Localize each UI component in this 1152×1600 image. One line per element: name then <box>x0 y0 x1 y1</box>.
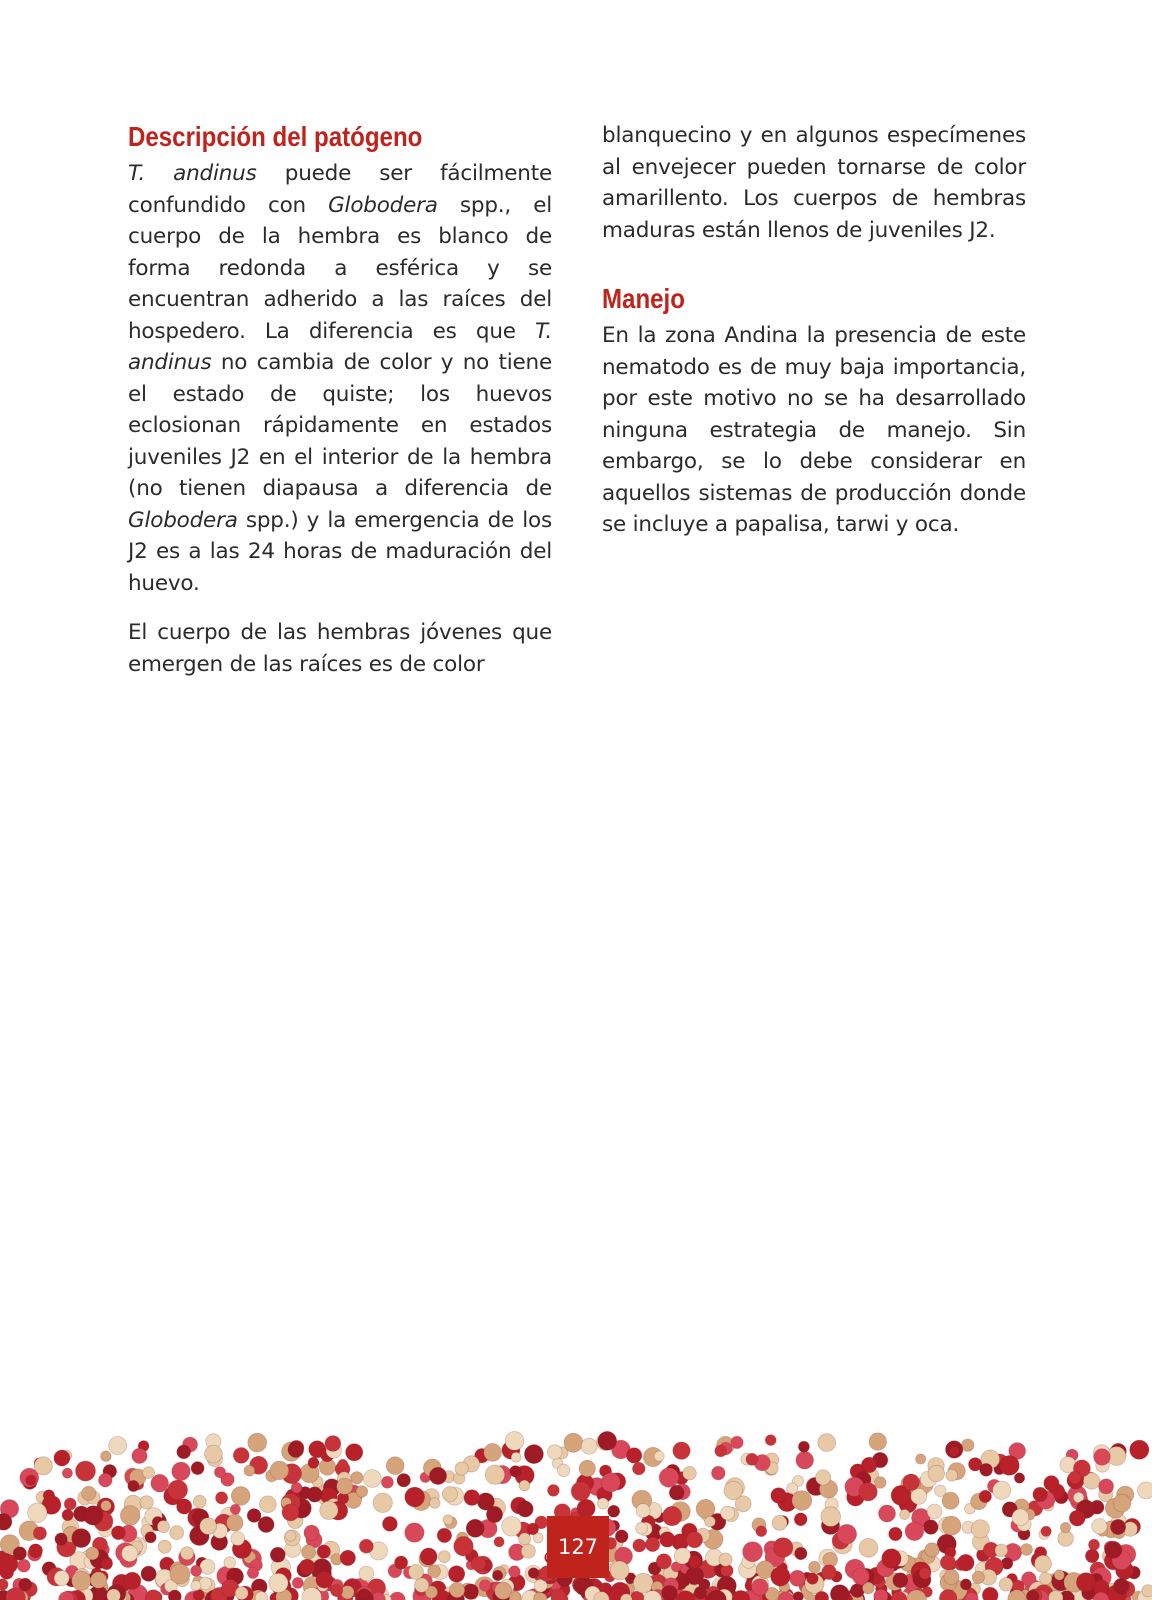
grain <box>683 1466 697 1480</box>
grain <box>307 1487 322 1502</box>
grain <box>409 1564 424 1579</box>
paragraph-cuerpo-hembras: El cuerpo de las hembras jóvenes que emergen de las raíces es de color <box>128 620 552 677</box>
grain <box>633 1573 653 1593</box>
grain <box>430 1498 441 1509</box>
grain <box>177 1499 192 1514</box>
grain <box>1041 1526 1051 1536</box>
grain <box>662 1506 681 1525</box>
grain <box>705 1516 716 1527</box>
grain <box>168 1480 188 1500</box>
grain <box>1026 1590 1039 1600</box>
grain <box>351 1472 363 1484</box>
grain <box>317 1545 330 1558</box>
grain <box>157 1521 169 1533</box>
grain <box>1111 1519 1126 1534</box>
grain <box>359 1539 373 1553</box>
grain <box>1035 1555 1052 1572</box>
grain <box>1069 1510 1085 1526</box>
grain <box>656 1554 671 1569</box>
grain <box>260 1496 277 1513</box>
grain <box>633 1462 646 1475</box>
grain <box>84 1506 103 1525</box>
grain <box>170 1564 190 1584</box>
grain <box>320 1501 338 1519</box>
grain <box>645 1537 659 1551</box>
grain <box>486 1506 502 1522</box>
grain <box>724 1481 742 1499</box>
grain <box>979 1490 991 1502</box>
grain <box>999 1578 1013 1592</box>
grain <box>818 1434 836 1452</box>
page-number-badge <box>547 1516 609 1578</box>
grain <box>302 1545 316 1559</box>
grain <box>610 1561 629 1580</box>
grain <box>995 1544 1008 1557</box>
grain <box>1105 1541 1122 1558</box>
grain <box>405 1523 424 1542</box>
grain <box>233 1448 249 1464</box>
grain <box>771 1488 787 1504</box>
grain <box>527 1523 539 1535</box>
grain <box>214 1467 225 1478</box>
grain <box>258 1517 274 1533</box>
grain <box>719 1553 732 1566</box>
grain <box>1094 1449 1111 1466</box>
grain <box>519 1533 531 1545</box>
grain <box>861 1457 877 1473</box>
grain <box>124 1572 141 1589</box>
grain <box>381 1476 393 1488</box>
grain <box>363 1470 381 1488</box>
grain <box>191 1462 204 1475</box>
grain <box>660 1532 675 1547</box>
grain <box>874 1589 888 1600</box>
grain <box>686 1532 702 1548</box>
grain <box>448 1566 464 1582</box>
grain <box>325 1436 341 1452</box>
grain <box>247 1567 258 1578</box>
grain <box>429 1467 446 1484</box>
grain <box>395 1556 408 1569</box>
grain <box>821 1507 841 1527</box>
grain <box>715 1445 727 1457</box>
grain <box>200 1559 215 1574</box>
grain <box>205 1445 223 1463</box>
grain <box>1113 1494 1131 1512</box>
grain <box>946 1469 958 1481</box>
grain <box>140 1496 153 1509</box>
grain <box>420 1548 437 1565</box>
grain <box>479 1580 491 1592</box>
grain <box>960 1579 971 1590</box>
grain <box>172 1462 190 1480</box>
grain <box>510 1466 521 1477</box>
text-run: spp.) y la emergencia de los J2 es a las 24 horas de maduración del huevo. <box>128 507 552 596</box>
grain <box>1014 1473 1024 1483</box>
grain <box>524 1445 543 1464</box>
grain <box>285 1530 296 1541</box>
grain <box>822 1565 837 1580</box>
grain <box>128 1480 139 1491</box>
grain <box>231 1532 245 1546</box>
italic-term: T. andinus <box>128 318 552 375</box>
grain <box>145 1532 156 1543</box>
grain <box>72 1529 91 1548</box>
grain <box>158 1540 171 1553</box>
grain <box>216 1492 228 1504</box>
grain <box>893 1573 908 1588</box>
grain <box>928 1465 944 1481</box>
grain <box>830 1585 849 1600</box>
grain <box>925 1543 939 1557</box>
grain <box>101 1558 112 1569</box>
grain <box>1130 1440 1149 1459</box>
grain <box>673 1442 690 1459</box>
grain <box>466 1519 484 1537</box>
grain <box>636 1522 648 1534</box>
grain <box>980 1463 993 1476</box>
grain <box>916 1454 926 1464</box>
grain <box>1076 1573 1095 1592</box>
grain <box>72 1571 91 1590</box>
grain <box>993 1481 1011 1499</box>
right-column <box>602 120 1026 559</box>
grain <box>1142 1585 1152 1597</box>
grain <box>55 1533 67 1545</box>
grain <box>879 1505 896 1522</box>
grain <box>288 1442 304 1458</box>
grain <box>971 1520 989 1538</box>
grain <box>949 1447 959 1457</box>
grain <box>191 1565 202 1576</box>
grain <box>547 1445 562 1460</box>
grain <box>101 1451 112 1462</box>
grain <box>1033 1487 1047 1501</box>
grain <box>386 1457 404 1475</box>
grain <box>809 1561 821 1573</box>
page-number: 127 <box>557 1535 599 1559</box>
grain <box>200 1518 217 1535</box>
grain <box>517 1501 533 1517</box>
grain <box>356 1486 368 1498</box>
grain <box>485 1465 504 1484</box>
grain <box>689 1556 702 1569</box>
grain <box>231 1487 250 1506</box>
grain <box>54 1450 70 1466</box>
grain <box>548 1485 560 1497</box>
grain <box>571 1482 590 1501</box>
grain <box>1044 1476 1059 1491</box>
grain <box>859 1538 878 1557</box>
grain <box>494 1537 504 1547</box>
grain <box>373 1493 392 1512</box>
grain <box>662 1585 678 1600</box>
grain <box>170 1526 184 1540</box>
grain <box>903 1474 920 1491</box>
grain <box>358 1589 369 1600</box>
grain <box>796 1451 814 1469</box>
grain <box>601 1473 620 1492</box>
paragraph-continuation: blanquecino y en algunos especímenes al envejecer pueden tornarse de color amarillento. Los cuerpos de hembras maduras están llenos de juveniles J2. <box>602 123 1026 243</box>
text-run: no cambia de color y no tiene el estado de quiste; los huevos eclosionan rápidamente en estados juveniles J2 en el interior de la hembra (no tienen diapausa a diferencia de <box>128 350 552 501</box>
grain <box>743 1542 763 1562</box>
grain <box>752 1579 769 1596</box>
grain <box>942 1516 961 1535</box>
grain <box>659 1468 679 1488</box>
grain <box>564 1433 583 1452</box>
grain <box>793 1592 803 1600</box>
grain <box>230 1504 240 1514</box>
grain <box>794 1513 807 1526</box>
grain <box>924 1520 939 1535</box>
grain <box>340 1550 355 1565</box>
grain <box>958 1554 975 1571</box>
grain <box>383 1517 398 1532</box>
grain <box>1012 1509 1029 1526</box>
text-run: spp., el cuerpo de la hembra es blanco de forma redonda a esférica y se encuentran adherido a las raíces del hospedero. La diferencia es que <box>128 192 552 344</box>
grain <box>438 1551 450 1563</box>
grain <box>359 1566 374 1581</box>
grain <box>244 1465 255 1476</box>
grain <box>443 1515 453 1525</box>
grain <box>62 1468 72 1478</box>
grain <box>33 1527 46 1540</box>
grain <box>346 1444 363 1461</box>
text-run: puede ser fácilmente confundido con <box>128 161 552 218</box>
grain <box>869 1433 886 1450</box>
grain <box>850 1584 864 1598</box>
grain <box>919 1568 931 1580</box>
grain <box>26 1475 36 1485</box>
grain <box>712 1466 726 1480</box>
grain <box>224 1557 236 1569</box>
grain <box>112 1526 126 1540</box>
grain <box>54 1571 69 1586</box>
grain <box>837 1524 857 1544</box>
grain <box>615 1530 628 1543</box>
grain <box>397 1474 410 1487</box>
grain <box>746 1453 758 1465</box>
italic-term: Globodera <box>128 507 238 533</box>
grain <box>1092 1519 1107 1534</box>
grain <box>816 1470 831 1485</box>
grain <box>756 1526 767 1537</box>
grain <box>151 1474 169 1492</box>
grain <box>28 1503 47 1522</box>
grain <box>122 1545 138 1561</box>
grain <box>455 1462 468 1475</box>
grain <box>492 1570 502 1580</box>
grain <box>0 1579 8 1590</box>
grain <box>787 1483 798 1494</box>
grain <box>579 1460 595 1476</box>
grain <box>227 1515 244 1532</box>
grain <box>889 1527 902 1540</box>
grain <box>338 1459 348 1469</box>
grain <box>1039 1572 1051 1584</box>
grain <box>316 1571 333 1588</box>
grain <box>132 1448 147 1463</box>
grain <box>454 1536 474 1556</box>
grain <box>269 1573 288 1592</box>
grain <box>962 1439 974 1451</box>
italic-term: T. andinus <box>128 161 257 186</box>
grain <box>437 1528 451 1542</box>
grain <box>101 1500 112 1511</box>
grain <box>442 1487 457 1502</box>
grain <box>859 1483 877 1501</box>
grain <box>64 1498 76 1510</box>
grain <box>773 1538 793 1558</box>
grain <box>177 1445 191 1459</box>
grain <box>120 1506 140 1526</box>
grain <box>521 1544 535 1558</box>
grain <box>900 1509 910 1519</box>
grain <box>790 1570 806 1586</box>
grain <box>62 1509 73 1520</box>
grain <box>90 1572 106 1588</box>
grain <box>1085 1549 1099 1563</box>
grain <box>669 1485 684 1500</box>
grain <box>721 1506 735 1520</box>
grain <box>551 1589 565 1600</box>
grain <box>282 1504 299 1521</box>
grain <box>807 1573 818 1584</box>
grain <box>654 1451 664 1461</box>
grain <box>299 1559 315 1575</box>
grain <box>1021 1544 1033 1556</box>
grain <box>882 1549 901 1568</box>
grain <box>337 1478 353 1494</box>
grain <box>270 1461 289 1480</box>
grain <box>193 1590 204 1600</box>
grain <box>982 1587 998 1600</box>
grain <box>519 1480 530 1491</box>
grain <box>29 1544 43 1558</box>
grain <box>107 1589 121 1600</box>
grain <box>772 1515 787 1530</box>
grain <box>608 1505 620 1517</box>
grain <box>598 1498 609 1509</box>
grain <box>509 1592 520 1600</box>
grain <box>911 1488 927 1504</box>
grain <box>292 1577 303 1588</box>
grain <box>1060 1522 1070 1532</box>
grain <box>795 1547 807 1559</box>
left-column <box>128 120 552 698</box>
grain <box>765 1435 776 1446</box>
grain <box>76 1461 96 1481</box>
section-heading-descripcion: Descripción del patógeno <box>128 121 423 152</box>
grain <box>414 1578 428 1592</box>
grain <box>168 1590 181 1600</box>
grain <box>731 1436 743 1448</box>
grain <box>34 1457 52 1475</box>
grain <box>558 1464 570 1476</box>
grain <box>972 1571 984 1583</box>
grain <box>940 1555 955 1570</box>
grain <box>464 1490 480 1506</box>
grain <box>1089 1539 1100 1550</box>
grain <box>905 1522 924 1541</box>
grain <box>505 1432 524 1451</box>
grain <box>99 1473 113 1487</box>
grain <box>626 1448 641 1463</box>
grain <box>405 1487 425 1507</box>
grain <box>248 1433 267 1452</box>
section-heading-manejo: Manejo <box>602 283 685 314</box>
grain <box>270 1547 285 1562</box>
grain <box>143 1467 155 1479</box>
grain <box>1054 1570 1064 1580</box>
grain <box>109 1437 127 1455</box>
grain <box>235 1587 248 1600</box>
italic-term: Globodera <box>328 192 438 218</box>
paragraph-manejo: En la zona Andina la presencia de este nematodo es de muy baja importancia, por este motivo no se ha desarrollado ninguna estrategia de manejo. Sin embargo, se lo debe considerar en aquellos sistemas de producción donde se incluye a papalisa, tarwi y oca. <box>602 323 1026 537</box>
grain <box>798 1441 809 1452</box>
grain <box>502 1517 522 1537</box>
grain <box>191 1581 201 1591</box>
grain <box>181 1547 194 1560</box>
grain <box>509 1566 521 1578</box>
grain <box>304 1525 319 1540</box>
grain <box>528 1568 539 1579</box>
grain <box>636 1504 650 1518</box>
grain <box>633 1539 646 1552</box>
grain <box>141 1566 156 1581</box>
grain <box>598 1431 617 1450</box>
grain <box>145 1590 161 1600</box>
grain <box>944 1570 959 1585</box>
grain <box>999 1456 1019 1476</box>
grain <box>935 1485 947 1497</box>
grain <box>17 1559 30 1572</box>
grain <box>308 1457 319 1468</box>
grain <box>875 1477 887 1489</box>
grain <box>581 1438 597 1454</box>
grain <box>471 1556 486 1571</box>
grain <box>771 1567 790 1586</box>
grain <box>463 1584 479 1600</box>
grain <box>1069 1471 1082 1484</box>
grain <box>428 1565 441 1578</box>
grain <box>389 1592 405 1600</box>
grain <box>193 1495 206 1508</box>
grain <box>511 1452 521 1462</box>
grain <box>1099 1479 1114 1494</box>
grain <box>331 1585 343 1597</box>
grain <box>86 1547 99 1560</box>
grain <box>450 1582 465 1597</box>
grain <box>0 1554 18 1574</box>
grain <box>927 1504 942 1519</box>
grain <box>577 1499 595 1517</box>
paragraph-descripcion <box>128 158 552 599</box>
grain <box>484 1444 502 1462</box>
grain <box>1114 1578 1130 1594</box>
grain <box>853 1568 870 1585</box>
grain <box>82 1486 96 1500</box>
grain <box>1138 1482 1152 1499</box>
